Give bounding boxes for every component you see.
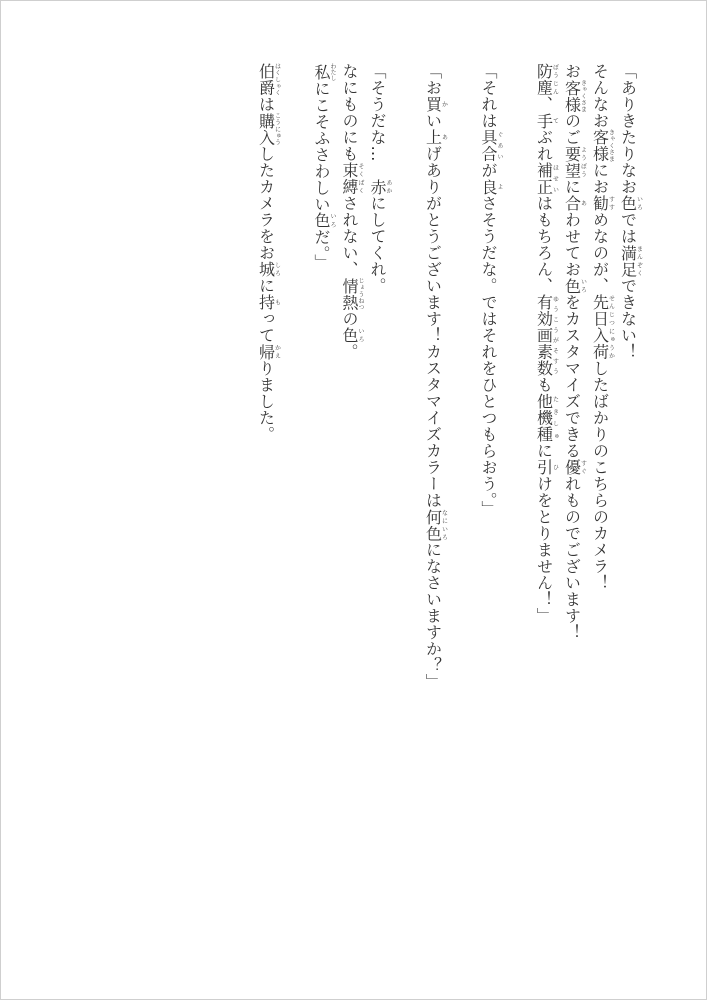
ruby-base: 何色	[423, 508, 443, 542]
ruby-reading: いろ	[357, 327, 364, 344]
ruby-base: 色	[312, 212, 331, 229]
text-run: わせてお	[562, 211, 582, 278]
ruby-word	[534, 459, 559, 476]
text-run: そんなお	[590, 63, 610, 129]
ruby-base: 持	[256, 294, 276, 311]
ruby-reading: はくしゃく	[273, 63, 281, 96]
text-run: なにものにも	[340, 63, 359, 162]
ruby-word	[423, 508, 448, 542]
ruby-word	[590, 294, 615, 327]
ruby-word	[479, 178, 503, 196]
paragraph	[586, 63, 614, 943]
text-run: 「ありきたりなお	[618, 63, 638, 195]
ruby-base: 他機種	[534, 393, 554, 443]
ruby-base: 具合	[479, 129, 498, 162]
text-run: 。	[340, 343, 359, 360]
ruby-word	[312, 63, 336, 81]
ruby-base: 色	[340, 327, 359, 344]
ruby-base: 優	[562, 459, 582, 476]
ruby-word	[590, 327, 615, 360]
paragraph	[614, 63, 642, 943]
ruby-base: 引	[534, 459, 554, 476]
ruby-reading: て	[551, 112, 559, 129]
text-run: 「お	[423, 63, 443, 96]
ruby-base: 合	[562, 195, 582, 212]
ruby-reading: まんぞく	[635, 244, 643, 278]
ruby-base: 買	[423, 96, 443, 113]
text-run: に	[562, 178, 582, 195]
ruby-base: 満足	[618, 244, 638, 278]
ruby-word	[256, 112, 281, 146]
ruby-reading: ぐあい	[496, 129, 503, 162]
text-run: い	[423, 112, 443, 129]
text-run: をカスタマイズできる	[562, 294, 582, 459]
ruby-base: 購入	[256, 112, 276, 146]
paragraph	[336, 63, 364, 943]
paragraph	[308, 63, 336, 943]
text-run: りました。	[256, 360, 276, 443]
ruby-base: 客様	[562, 79, 582, 113]
paragraph	[475, 63, 503, 943]
ruby-reading: すぐ	[579, 459, 587, 476]
ruby-reading: ぼうじん	[551, 63, 559, 96]
ruby-base: 補正	[534, 162, 554, 195]
text-run: したカメラをお	[256, 145, 276, 261]
text-run: はもちろん、	[534, 195, 554, 294]
ruby-base: 帰	[256, 343, 276, 360]
ruby-word	[340, 162, 364, 195]
text-run: できない！	[618, 277, 638, 360]
paragraph	[530, 63, 558, 943]
text-run: にお	[590, 162, 610, 195]
ruby-word	[618, 195, 643, 212]
ruby-word	[256, 63, 281, 96]
text-run: さそうだな。ではそれをひとつもらおう。」	[479, 195, 498, 517]
ruby-base: 私	[312, 63, 331, 81]
text-run: げありがとうございます！カスタマイズカラーは	[423, 145, 443, 509]
ruby-base: 赤	[368, 178, 387, 195]
ruby-word	[256, 343, 281, 361]
ruby-word	[562, 79, 587, 113]
text-run: 「それは	[479, 63, 498, 129]
paragraph	[419, 63, 447, 943]
text-run: に	[534, 442, 554, 459]
ruby-reading: いろ	[635, 195, 643, 212]
ruby-word	[562, 459, 587, 476]
ruby-reading: にゅうか	[607, 327, 615, 360]
ruby-base: 上	[423, 129, 443, 146]
ruby-word	[479, 129, 503, 162]
ruby-reading: かえ	[273, 343, 281, 360]
text-run: お	[562, 63, 582, 80]
ruby-reading: きゃくさま	[579, 79, 587, 113]
ruby-reading: せんじつ	[607, 294, 615, 327]
ruby-reading: そくばく	[357, 162, 364, 195]
ruby-base: 情熱	[340, 277, 359, 311]
ruby-reading: こうにゅう	[273, 112, 281, 146]
ruby-word	[534, 63, 559, 96]
ruby-reading: ようぼう	[579, 145, 587, 179]
ruby-reading: わたし	[329, 63, 336, 81]
ruby-base: 手	[534, 112, 554, 129]
text-run: って	[256, 310, 276, 344]
ruby-word	[534, 393, 559, 443]
text-run: のご	[562, 112, 582, 146]
ruby-base: 良	[479, 178, 498, 195]
ruby-word	[256, 294, 281, 311]
ruby-word	[590, 129, 615, 162]
text-run: にしてくれ。	[368, 195, 387, 294]
ruby-reading: あ	[440, 129, 448, 146]
ruby-word	[423, 96, 448, 113]
ruby-reading: ひ	[551, 459, 559, 476]
text-run: めなのが、	[590, 211, 610, 294]
ruby-base: 色	[562, 277, 582, 294]
text-run: にこそふさわしい	[312, 80, 331, 213]
text-run: されない、	[340, 195, 359, 278]
ruby-base: 入荷	[590, 327, 610, 360]
ruby-reading: いろ	[579, 277, 587, 294]
blank-line	[503, 63, 531, 943]
ruby-reading: あ	[579, 195, 587, 212]
text-run: したばかりのこちらのカメラ！	[590, 360, 610, 591]
ruby-word	[312, 212, 336, 229]
ruby-reading: しろ	[273, 261, 281, 278]
vertical-text-block	[252, 63, 642, 943]
ruby-reading: すす	[607, 195, 615, 212]
paragraph	[252, 63, 280, 943]
ruby-base: 客様	[590, 129, 610, 162]
ruby-base: 有効画素数	[534, 294, 554, 377]
text-run: では	[618, 211, 638, 245]
text-run: に	[256, 277, 276, 294]
blank-line	[392, 63, 420, 943]
paragraph	[558, 63, 586, 943]
text-run: けをとりません！」	[534, 475, 554, 624]
ruby-reading: も	[273, 294, 281, 311]
text-run: が	[479, 162, 498, 179]
blank-line	[447, 63, 475, 943]
blank-line	[280, 63, 308, 943]
ruby-reading: じょうねつ	[357, 277, 364, 311]
ruby-base: 勧	[590, 195, 610, 212]
ruby-reading: ほせい	[551, 162, 559, 195]
ruby-word	[590, 195, 615, 212]
ruby-word	[534, 294, 559, 377]
ruby-word	[562, 277, 587, 295]
ruby-base: 城	[256, 261, 276, 278]
ruby-base: 防塵	[534, 63, 554, 96]
paragraph	[364, 63, 392, 943]
ruby-base: 束縛	[340, 162, 359, 195]
ruby-base: 先日	[590, 294, 610, 327]
ruby-base: 色	[618, 195, 638, 212]
text-run: 、	[534, 96, 554, 113]
text-run: 「そうだな…	[368, 63, 387, 179]
ruby-reading: たきしゅ	[551, 393, 559, 443]
ruby-word	[534, 162, 559, 195]
ruby-word	[423, 129, 448, 146]
ruby-base: 要望	[562, 145, 582, 179]
ruby-word	[368, 178, 392, 196]
text-run: の	[340, 310, 359, 327]
text-run: れものでございます！	[562, 475, 582, 641]
text-run: になさいますか？」	[423, 541, 443, 690]
ruby-reading: か	[440, 96, 448, 113]
ruby-word	[562, 195, 587, 212]
ruby-reading: なにいろ	[440, 508, 448, 542]
ruby-reading: きゃくさま	[607, 129, 615, 162]
text-run: は	[256, 96, 276, 113]
text-run: も	[534, 376, 554, 393]
ruby-word	[618, 244, 643, 278]
ruby-word	[562, 145, 587, 179]
ruby-word	[534, 112, 559, 130]
ruby-word	[340, 277, 364, 311]
ruby-reading: あか	[385, 178, 392, 195]
ruby-word	[340, 327, 364, 344]
text-run: ぶれ	[534, 129, 554, 162]
text-run: だ。」	[312, 228, 331, 271]
ruby-word	[256, 261, 281, 278]
ruby-reading: ゆうこうがそすう	[551, 294, 559, 377]
ruby-reading: いろ	[329, 212, 336, 229]
ruby-base: 伯爵	[256, 63, 276, 96]
ruby-reading: よ	[496, 178, 503, 195]
